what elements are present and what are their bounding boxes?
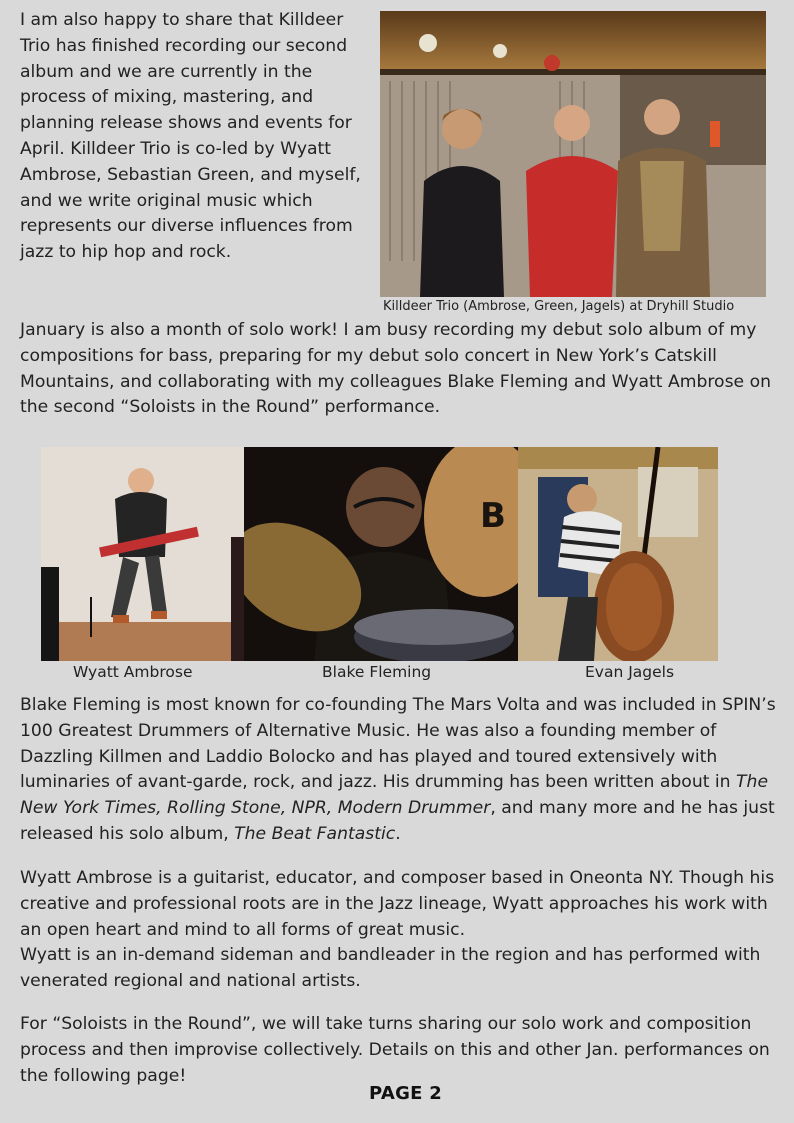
- publications-list: The New York Times, Rolling Stone, NPR, Modern Drummer: [20, 772, 769, 819]
- soloists-paragraph: For “Soloists in the Round”, we will take turns sharing our solo work and composition process and then improvise collectively. Details on this and other Jan. performances on the following page!: [20, 1014, 770, 1086]
- evan-jagels-photo: [518, 447, 718, 661]
- evan-jagels-caption: Evan Jagels: [585, 663, 675, 681]
- wyatt-ambrose-paragraph: [20, 866, 790, 995]
- blake-text-1: Blake Fleming is most known for co-founding The Mars Volta and was included in SPIN’s 100 Greatest Drummers of Alternative Music. He was also a founding member of Dazzling Killmen and Laddio Bolocko and has played and toured extensively with luminaries of avant-garde, rock, and jazz. His drumming has been written about in: [20, 695, 776, 793]
- blake-fleming-caption: Blake Fleming: [322, 663, 432, 681]
- january-paragraph: January is also a month of solo work! I am busy recording my debut solo album of my compositions for bass, preparing for my debut solo concert in New York’s Catskill Mountains, and collaborating with my colleagues Blake Fleming and Wyatt Ambrose on the second “Soloists in the Round” performance.: [20, 320, 771, 418]
- intro-paragraph: I am also happy to share that Killdeer Trio has finished recording our second album and we are currently in the process of mixing, mastering, and planning release shows and events for April. Killdeer Trio is co-led by Wyatt Ambrose, Sebastian Green, and myself, and we write original music which represents our diverse influences from jazz to hip hop and rock.: [20, 10, 361, 263]
- blake-text-2: , and many more and he has just released his solo album,: [20, 798, 775, 844]
- musician-photo-strip: [41, 447, 718, 661]
- trio-photo-caption: Killdeer Trio (Ambrose, Green, Jagels) at Dryhill Studio: [383, 299, 735, 314]
- blake-fleming-photo: [244, 447, 518, 661]
- wyatt-bio-line-2: Wyatt is an in-demand sideman and bandleader in the region and has performed with venerated regional and national artists.: [20, 945, 761, 992]
- cymbal-logo-text: B: [480, 496, 506, 536]
- page-number: PAGE 2: [369, 1083, 443, 1104]
- wyatt-bio-line-1: Wyatt Ambrose is a guitarist, educator, and composer based in Oneonta NY. Though his creative and professional roots are in the Jazz lineage, Wyatt approaches his work with an open heart and mind to all forms of great music.: [20, 868, 775, 940]
- wyatt-ambrose-photo: [41, 447, 244, 661]
- album-title: The Beat Fantastic: [234, 823, 396, 844]
- wyatt-ambrose-caption: Wyatt Ambrose: [73, 663, 193, 681]
- blake-text-3: .: [395, 823, 401, 844]
- blake-fleming-paragraph: [20, 693, 790, 848]
- killdeer-trio-photo: [380, 11, 766, 297]
